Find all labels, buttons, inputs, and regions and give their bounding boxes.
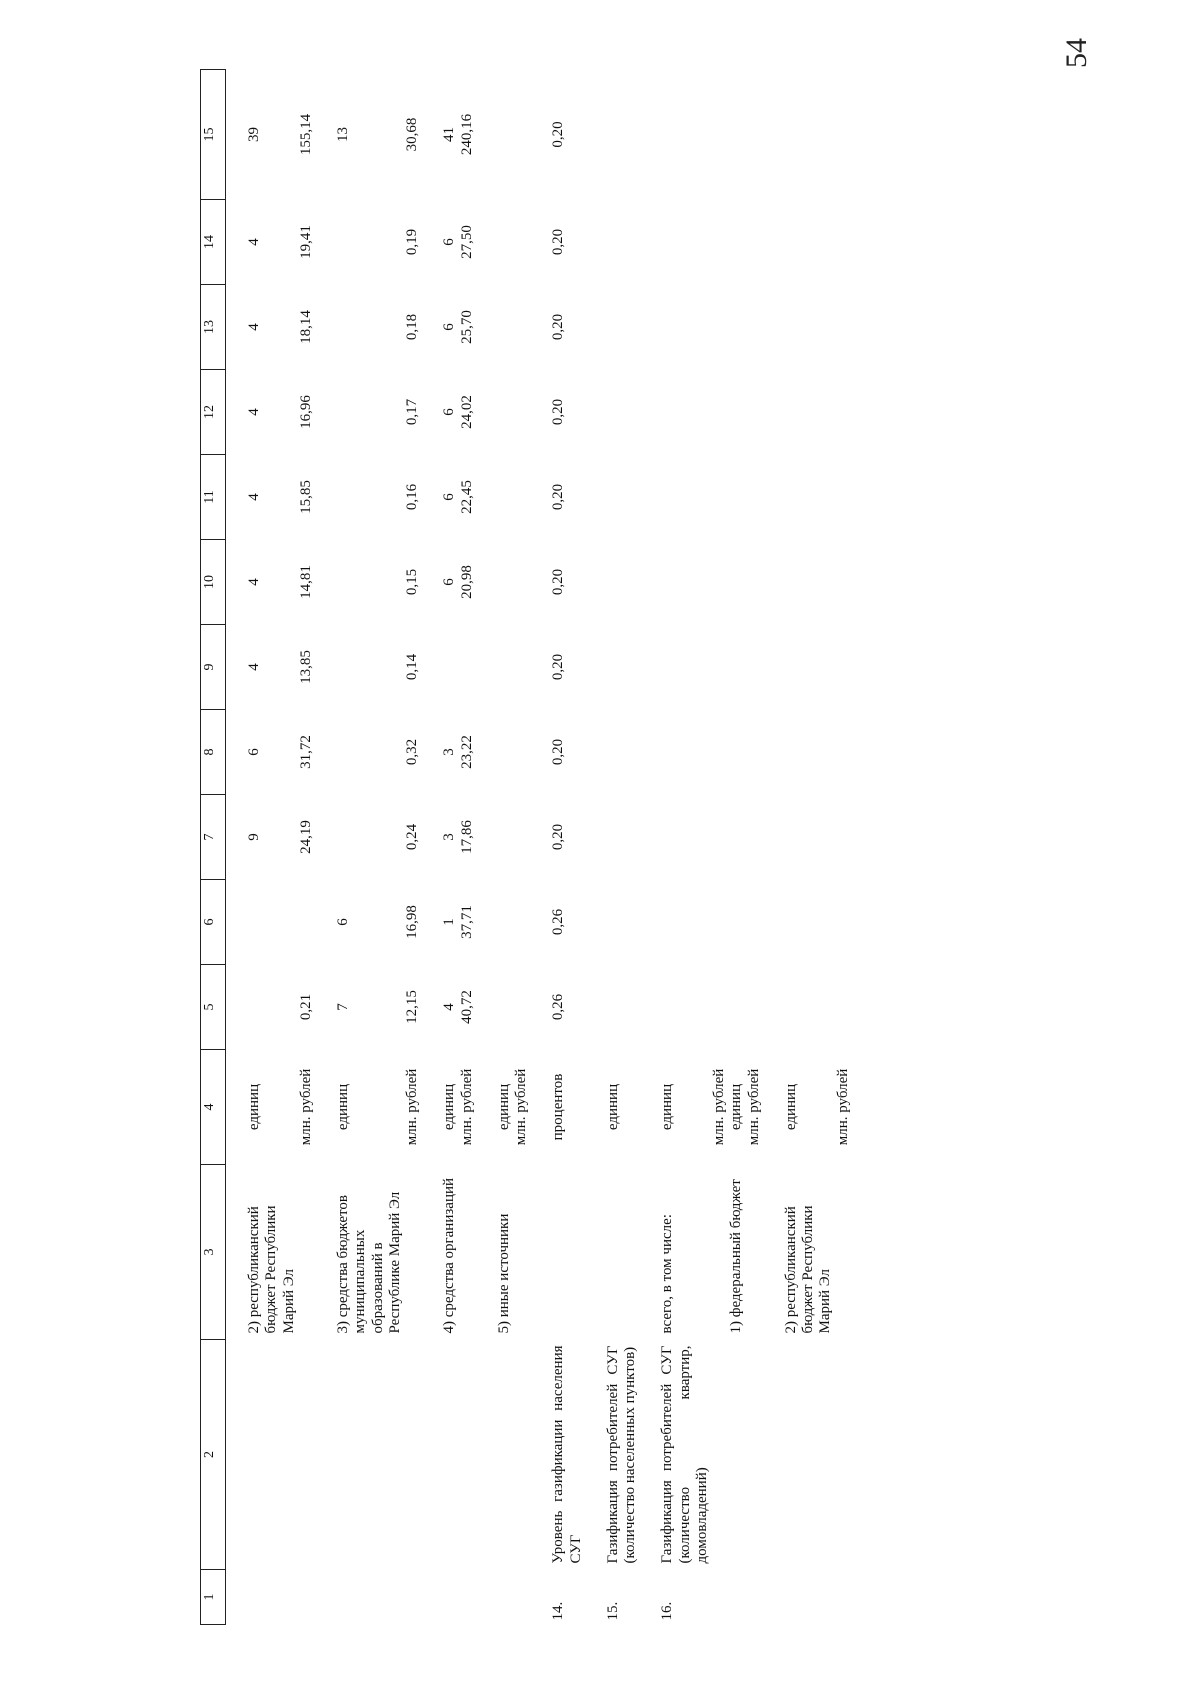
funding-source	[550, 1165, 585, 1340]
unit-of-measure: млн. рублей	[513, 1068, 529, 1146]
row-number	[746, 1570, 763, 1625]
value-cell	[605, 625, 640, 710]
value-cell: 25,70	[458, 310, 475, 344]
value-cell	[605, 880, 640, 965]
value-cell: 4	[246, 578, 262, 586]
value-cell: 0,21	[297, 993, 314, 1021]
value-cell: 7	[335, 1003, 351, 1011]
value-cell: 6	[441, 238, 458, 246]
value-cell: 4	[441, 1003, 458, 1011]
column-header: 3	[201, 1165, 226, 1340]
value-cell	[711, 625, 728, 710]
row-number	[728, 1570, 745, 1625]
value-cell: 31,72	[297, 735, 314, 769]
value-cell: 9	[246, 833, 262, 841]
table-row	[835, 70, 852, 1625]
value-cell	[711, 540, 728, 625]
indicator-name	[404, 1340, 421, 1570]
column-header: 11	[201, 455, 226, 540]
funding-source: 5) иные источники	[495, 1213, 512, 1334]
value-cell	[728, 625, 745, 710]
value-cell	[335, 285, 404, 370]
funding-source	[835, 1165, 852, 1340]
row-number	[404, 1570, 421, 1625]
value-cell	[659, 795, 711, 880]
indicator-name	[783, 1340, 835, 1570]
value-cell	[728, 70, 745, 200]
value-cell	[746, 200, 763, 285]
value-cell: 13,85	[297, 650, 314, 684]
table-row	[513, 70, 530, 1625]
indicator-name: Уровень газификации населения СУГ	[550, 1345, 584, 1564]
indicator-name	[335, 1340, 404, 1570]
unit-of-measure: млн. рублей	[297, 1068, 314, 1146]
value-cell	[746, 880, 763, 965]
column-header: 6	[201, 880, 226, 965]
value-cell: 6	[246, 748, 262, 756]
row-number	[513, 1570, 530, 1625]
unit-of-measure: млн. рублей	[834, 1068, 851, 1146]
value-cell: 24,02	[458, 395, 475, 429]
value-cell	[746, 455, 763, 540]
value-cell	[459, 625, 476, 710]
value-cell	[513, 200, 530, 285]
value-cell	[835, 70, 852, 200]
unit-of-measure: млн. рублей	[458, 1068, 475, 1146]
value-cell	[728, 200, 745, 285]
value-cell	[513, 540, 530, 625]
value-cell	[659, 370, 711, 455]
value-cell	[835, 370, 852, 455]
value-cell: 4	[246, 493, 262, 501]
unit-of-measure: единиц	[246, 1083, 262, 1131]
value-cell	[605, 370, 640, 455]
value-cell: 0,26	[550, 908, 567, 936]
funding-source	[746, 1165, 763, 1340]
value-cell	[605, 70, 640, 200]
funding-source: 2) республиканский бюджет Республики Марий Эл	[782, 1205, 834, 1334]
value-cell	[659, 880, 711, 965]
value-cell	[746, 285, 763, 370]
value-cell	[496, 795, 513, 880]
value-cell: 6	[441, 323, 458, 331]
value-cell	[711, 370, 728, 455]
value-cell	[659, 200, 711, 285]
value-cell: 0,20	[550, 568, 567, 596]
column-header: 14	[201, 200, 226, 285]
value-cell	[746, 710, 763, 795]
value-cell: 23,22	[458, 735, 475, 769]
value-cell	[605, 285, 640, 370]
value-cell	[746, 370, 763, 455]
table-row	[711, 70, 728, 1625]
row-number	[298, 1570, 315, 1625]
table-body	[226, 70, 852, 1625]
unit-of-measure: единиц	[495, 1083, 512, 1131]
value-cell	[728, 795, 745, 880]
indicator-name	[459, 1340, 476, 1570]
value-cell	[659, 70, 711, 200]
value-cell: 30,68	[404, 117, 420, 152]
funding-source	[404, 1165, 421, 1340]
value-cell: 24,19	[297, 820, 314, 854]
value-cell	[783, 70, 835, 200]
value-cell: 0,24	[404, 823, 420, 851]
value-cell	[659, 540, 711, 625]
value-cell	[711, 285, 728, 370]
indicator-name: Газификация потребителей СУГ (количество квартир, домовладений)	[659, 1345, 710, 1564]
value-cell	[711, 200, 728, 285]
value-cell	[496, 455, 513, 540]
indicator-name	[711, 1340, 728, 1570]
value-cell	[513, 710, 530, 795]
value-cell	[746, 965, 763, 1050]
unit-of-measure: млн. рублей	[404, 1068, 420, 1146]
value-cell	[746, 795, 763, 880]
column-header: 15	[201, 70, 226, 200]
funding-source	[513, 1165, 530, 1340]
table-row	[441, 70, 458, 1625]
value-cell	[513, 795, 530, 880]
value-cell	[728, 455, 745, 540]
value-cell	[783, 880, 835, 965]
column-header: 13	[201, 285, 226, 370]
value-cell: 0,20	[550, 823, 567, 851]
value-cell: 0,18	[404, 313, 420, 341]
value-cell	[605, 710, 640, 795]
value-cell: 0,16	[404, 483, 420, 511]
value-cell: 1	[441, 918, 458, 926]
value-cell	[335, 625, 404, 710]
value-cell: 18,14	[297, 310, 314, 344]
funding-source: 3) средства бюджетов муниципальных образований в Республике Марий Эл	[335, 1191, 403, 1334]
row-number	[496, 1570, 513, 1625]
column-header: 9	[201, 625, 226, 710]
rotated-table-container	[200, 70, 1120, 1625]
value-cell: 4	[246, 408, 262, 416]
value-cell	[746, 625, 763, 710]
value-cell	[659, 625, 711, 710]
funding-source	[711, 1165, 728, 1340]
column-header: 4	[201, 1050, 226, 1165]
value-cell	[728, 880, 745, 965]
value-cell: 39	[246, 127, 262, 142]
indicator-name	[728, 1340, 745, 1570]
value-cell	[783, 965, 835, 1050]
value-cell	[728, 370, 745, 455]
value-cell	[835, 455, 852, 540]
unit-of-measure: единиц	[782, 1083, 799, 1131]
value-cell: 6	[441, 493, 458, 501]
indicator-name	[246, 1340, 298, 1570]
value-cell: 0,17	[404, 398, 420, 426]
value-cell: 3	[441, 833, 458, 841]
value-cell	[246, 880, 298, 965]
row-number	[459, 1570, 476, 1625]
table-row	[298, 70, 315, 1625]
value-cell	[711, 710, 728, 795]
value-cell	[335, 455, 404, 540]
value-cell	[835, 540, 852, 625]
table-row	[550, 70, 585, 1625]
value-cell: 0,20	[550, 398, 567, 426]
row-number	[711, 1570, 728, 1625]
table-row	[496, 70, 513, 1625]
value-cell	[711, 880, 728, 965]
value-cell: 6	[335, 918, 351, 926]
value-cell	[496, 370, 513, 455]
value-cell	[835, 965, 852, 1050]
page-number: 54	[1060, 38, 1093, 68]
column-number-row	[201, 70, 226, 1625]
value-cell	[783, 455, 835, 540]
column-header: 10	[201, 540, 226, 625]
value-cell: 12,15	[404, 990, 420, 1024]
value-cell: 6	[441, 578, 458, 586]
row-number	[441, 1570, 458, 1625]
value-cell: 15,85	[297, 480, 314, 514]
value-cell	[441, 625, 458, 710]
row-number	[335, 1570, 404, 1625]
value-cell	[728, 965, 745, 1050]
value-cell: 0,26	[550, 993, 567, 1021]
value-cell	[835, 285, 852, 370]
value-cell	[746, 70, 763, 200]
value-cell: 16,98	[404, 905, 420, 939]
column-header: 8	[201, 710, 226, 795]
unit-of-measure: единиц	[335, 1083, 351, 1131]
value-cell	[659, 285, 711, 370]
row-number: 15.	[604, 1601, 621, 1621]
indicator-name	[441, 1340, 458, 1570]
indicator-name	[513, 1340, 530, 1570]
value-cell	[728, 285, 745, 370]
value-cell: 4	[246, 663, 262, 671]
value-cell: 4	[246, 238, 262, 246]
value-cell	[335, 795, 404, 880]
value-cell: 240,16	[458, 113, 475, 156]
value-cell	[746, 540, 763, 625]
value-cell	[496, 540, 513, 625]
value-cell	[605, 795, 640, 880]
value-cell: 19,41	[297, 225, 314, 259]
value-cell	[513, 455, 530, 540]
column-header: 1	[201, 1570, 226, 1625]
value-cell	[605, 965, 640, 1050]
value-cell: 27,50	[458, 225, 475, 259]
funding-source	[298, 1165, 315, 1340]
value-cell: 13	[335, 127, 351, 142]
table-row	[659, 70, 711, 1625]
value-cell: 16,96	[297, 395, 314, 429]
value-cell	[496, 880, 513, 965]
value-cell	[496, 285, 513, 370]
row-number: 16.	[659, 1601, 676, 1621]
unit-of-measure: млн. рублей	[711, 1068, 727, 1146]
value-cell	[496, 965, 513, 1050]
value-cell	[605, 540, 640, 625]
value-cell	[605, 455, 640, 540]
value-cell	[605, 200, 640, 285]
value-cell	[513, 70, 530, 200]
table-row	[335, 70, 404, 1625]
row-number: 14.	[550, 1601, 567, 1621]
row-number	[246, 1570, 298, 1625]
value-cell: 0,20	[550, 483, 567, 511]
column-header: 12	[201, 370, 226, 455]
value-cell: 4	[246, 323, 262, 331]
value-cell	[659, 710, 711, 795]
value-cell	[513, 285, 530, 370]
value-cell: 6	[441, 408, 458, 416]
column-header: 5	[201, 965, 226, 1050]
value-cell	[835, 795, 852, 880]
row-number	[835, 1570, 852, 1625]
value-cell	[835, 710, 852, 795]
value-cell: 155,14	[297, 113, 314, 156]
unit-of-measure: единиц	[604, 1083, 621, 1131]
value-cell	[783, 370, 835, 455]
value-cell	[783, 795, 835, 880]
unit-of-measure: единиц	[659, 1083, 676, 1131]
indicators-table	[200, 69, 852, 1625]
column-header: 2	[201, 1340, 226, 1570]
value-cell	[335, 540, 404, 625]
table-row	[728, 70, 745, 1625]
value-cell	[783, 710, 835, 795]
indicator-name: Газификация потребителей СУГ (количество населенных пунктов)	[604, 1345, 638, 1564]
value-cell	[659, 455, 711, 540]
value-cell: 22,45	[458, 480, 475, 514]
unit-of-measure: процентов	[550, 1073, 567, 1141]
value-cell	[711, 455, 728, 540]
value-cell	[513, 370, 530, 455]
value-cell: 0,15	[404, 568, 420, 596]
value-cell	[659, 965, 711, 1050]
value-cell	[335, 200, 404, 285]
value-cell	[496, 710, 513, 795]
row-number	[783, 1570, 835, 1625]
value-cell	[783, 625, 835, 710]
value-cell	[496, 625, 513, 710]
value-cell: 40,72	[458, 990, 475, 1024]
value-cell: 0,20	[550, 228, 567, 256]
value-cell	[335, 710, 404, 795]
value-cell: 0,20	[550, 121, 567, 148]
value-cell	[496, 70, 513, 200]
funding-source: 1) федеральный бюджет	[728, 1179, 745, 1334]
table-row	[246, 70, 298, 1625]
value-cell	[783, 285, 835, 370]
value-cell: 0,19	[404, 228, 420, 256]
value-cell	[513, 880, 530, 965]
value-cell	[711, 795, 728, 880]
value-cell: 17,86	[458, 820, 475, 854]
unit-of-measure: единиц	[441, 1083, 458, 1131]
value-cell	[835, 625, 852, 710]
table-row	[404, 70, 421, 1625]
table-row	[605, 70, 640, 1625]
value-cell: 3	[441, 748, 458, 756]
unit-of-measure: млн. рублей	[745, 1068, 762, 1146]
value-cell	[783, 200, 835, 285]
table-row	[746, 70, 763, 1625]
value-cell	[298, 880, 315, 965]
value-cell: 0,20	[550, 738, 567, 766]
unit-of-measure: единиц	[728, 1083, 745, 1131]
funding-source: всего, в том числе:	[659, 1214, 676, 1334]
value-cell: 0,14	[404, 653, 420, 681]
column-header: 7	[201, 795, 226, 880]
funding-source	[459, 1165, 476, 1340]
value-cell: 41	[441, 127, 458, 142]
value-cell	[728, 540, 745, 625]
value-cell	[513, 965, 530, 1050]
value-cell	[246, 965, 298, 1050]
value-cell	[783, 540, 835, 625]
indicator-name	[496, 1340, 513, 1570]
indicator-name	[298, 1340, 315, 1570]
funding-source: 4) средства организаций	[441, 1177, 458, 1334]
value-cell: 20,98	[458, 565, 475, 599]
funding-source	[605, 1165, 640, 1340]
value-cell: 37,71	[458, 905, 475, 939]
value-cell	[835, 880, 852, 965]
value-cell	[728, 710, 745, 795]
table-row	[459, 70, 476, 1625]
value-cell	[835, 200, 852, 285]
indicator-name	[835, 1340, 852, 1570]
value-cell: 0,20	[550, 653, 567, 681]
value-cell	[513, 625, 530, 710]
value-cell	[711, 70, 728, 200]
funding-source: 2) республиканский бюджет Республики Марий Эл	[246, 1205, 297, 1334]
value-cell: 14,81	[297, 565, 314, 599]
value-cell: 0,32	[404, 738, 420, 766]
indicator-name	[746, 1340, 763, 1570]
value-cell	[335, 370, 404, 455]
value-cell: 0,20	[550, 313, 567, 341]
table-row	[783, 70, 835, 1625]
value-cell	[711, 965, 728, 1050]
value-cell	[496, 200, 513, 285]
